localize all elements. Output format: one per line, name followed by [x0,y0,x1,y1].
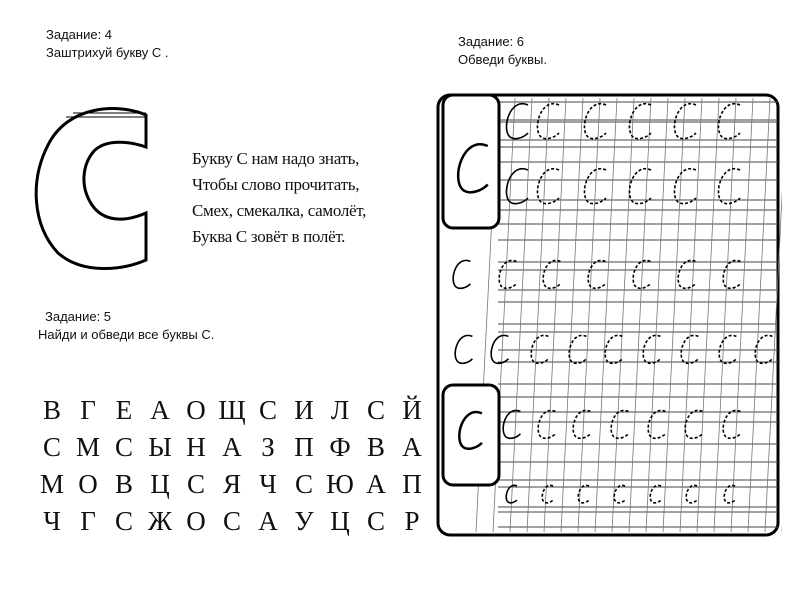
grid-letter[interactable]: И [294,395,314,425]
sample-box [443,95,499,228]
grid-letter[interactable]: С [114,432,133,462]
grid-letter[interactable]: Ч [259,469,277,499]
grid-letter[interactable]: С [258,395,277,425]
grid-letter[interactable]: Ж [147,506,173,536]
task5-instruction: Найди и обведи все буквы С. [38,327,215,342]
outline-letter-c [28,105,153,275]
grid-letter[interactable]: Н [186,432,206,462]
sample-box [443,385,499,485]
poem [192,146,366,250]
grid-letter[interactable]: П [402,469,422,499]
grid-letter[interactable]: Ц [150,469,170,499]
grid-letter[interactable]: О [186,506,206,536]
grid-letter[interactable]: А [402,432,422,462]
grid-letter[interactable]: Р [404,506,420,536]
grid-letter[interactable]: А [222,432,242,462]
grid-letter[interactable]: С [186,469,205,499]
grid-letter[interactable]: П [294,432,314,462]
grid-letter[interactable]: Щ [218,395,246,425]
poem-line: Букву С нам надо знать, [192,149,360,168]
task5-title: Задание: 5 [45,309,112,324]
grid-letter[interactable]: А [258,506,278,536]
grid-letter[interactable]: С [42,432,61,462]
grid-letter[interactable]: Я [222,469,241,499]
grid-row [34,429,430,466]
grid-letter[interactable]: Ф [329,432,351,462]
grid-letter[interactable]: Ц [330,506,350,536]
task4-title: Задание: 4 [46,27,113,42]
grid-letter[interactable]: Ч [43,506,61,536]
grid-letter[interactable]: С [114,506,133,536]
task4-instruction: Заштрихуй букву С . [46,45,169,60]
grid-letter[interactable]: А [150,395,170,425]
grid-letter[interactable]: С [366,506,385,536]
grid-letter[interactable]: В [114,469,133,499]
grid-letter[interactable]: С [294,469,313,499]
letter-search-grid [34,392,430,540]
grid-letter[interactable]: А [366,469,386,499]
poem-line: Чтобы слово прочитать, [192,175,360,194]
grid-letter[interactable]: С [222,506,241,536]
task6-instruction: Обведи буквы. [458,52,547,67]
poem-line: Смех, смекалка, самолёт, [192,201,367,220]
grid-letter[interactable]: С [366,395,385,425]
grid-row [34,466,430,503]
grid-letter[interactable]: Ы [148,432,172,462]
grid-letter[interactable]: М [75,432,100,462]
grid-letter[interactable]: Л [330,395,350,425]
tracing-worksheet [436,92,782,540]
task6-title: Задание: 6 [458,34,525,49]
grid-letter[interactable]: М [39,469,64,499]
grid-letter[interactable]: У [294,506,314,536]
grid-letter[interactable]: Г [80,395,96,425]
grid-letter[interactable]: О [78,469,98,499]
grid-letter[interactable]: В [366,432,385,462]
grid-letter[interactable]: Г [80,506,96,536]
grid-row [34,392,430,429]
grid-letter[interactable]: Й [402,395,422,425]
grid-letter[interactable]: О [186,395,206,425]
grid-letter[interactable]: Ю [326,469,354,499]
grid-letter[interactable]: В [42,395,61,425]
grid-row [34,503,430,540]
poem-line: Буква С зовёт в полёт. [192,227,346,246]
grid-letter[interactable]: З [261,432,275,462]
grid-letter[interactable]: Е [115,395,133,425]
